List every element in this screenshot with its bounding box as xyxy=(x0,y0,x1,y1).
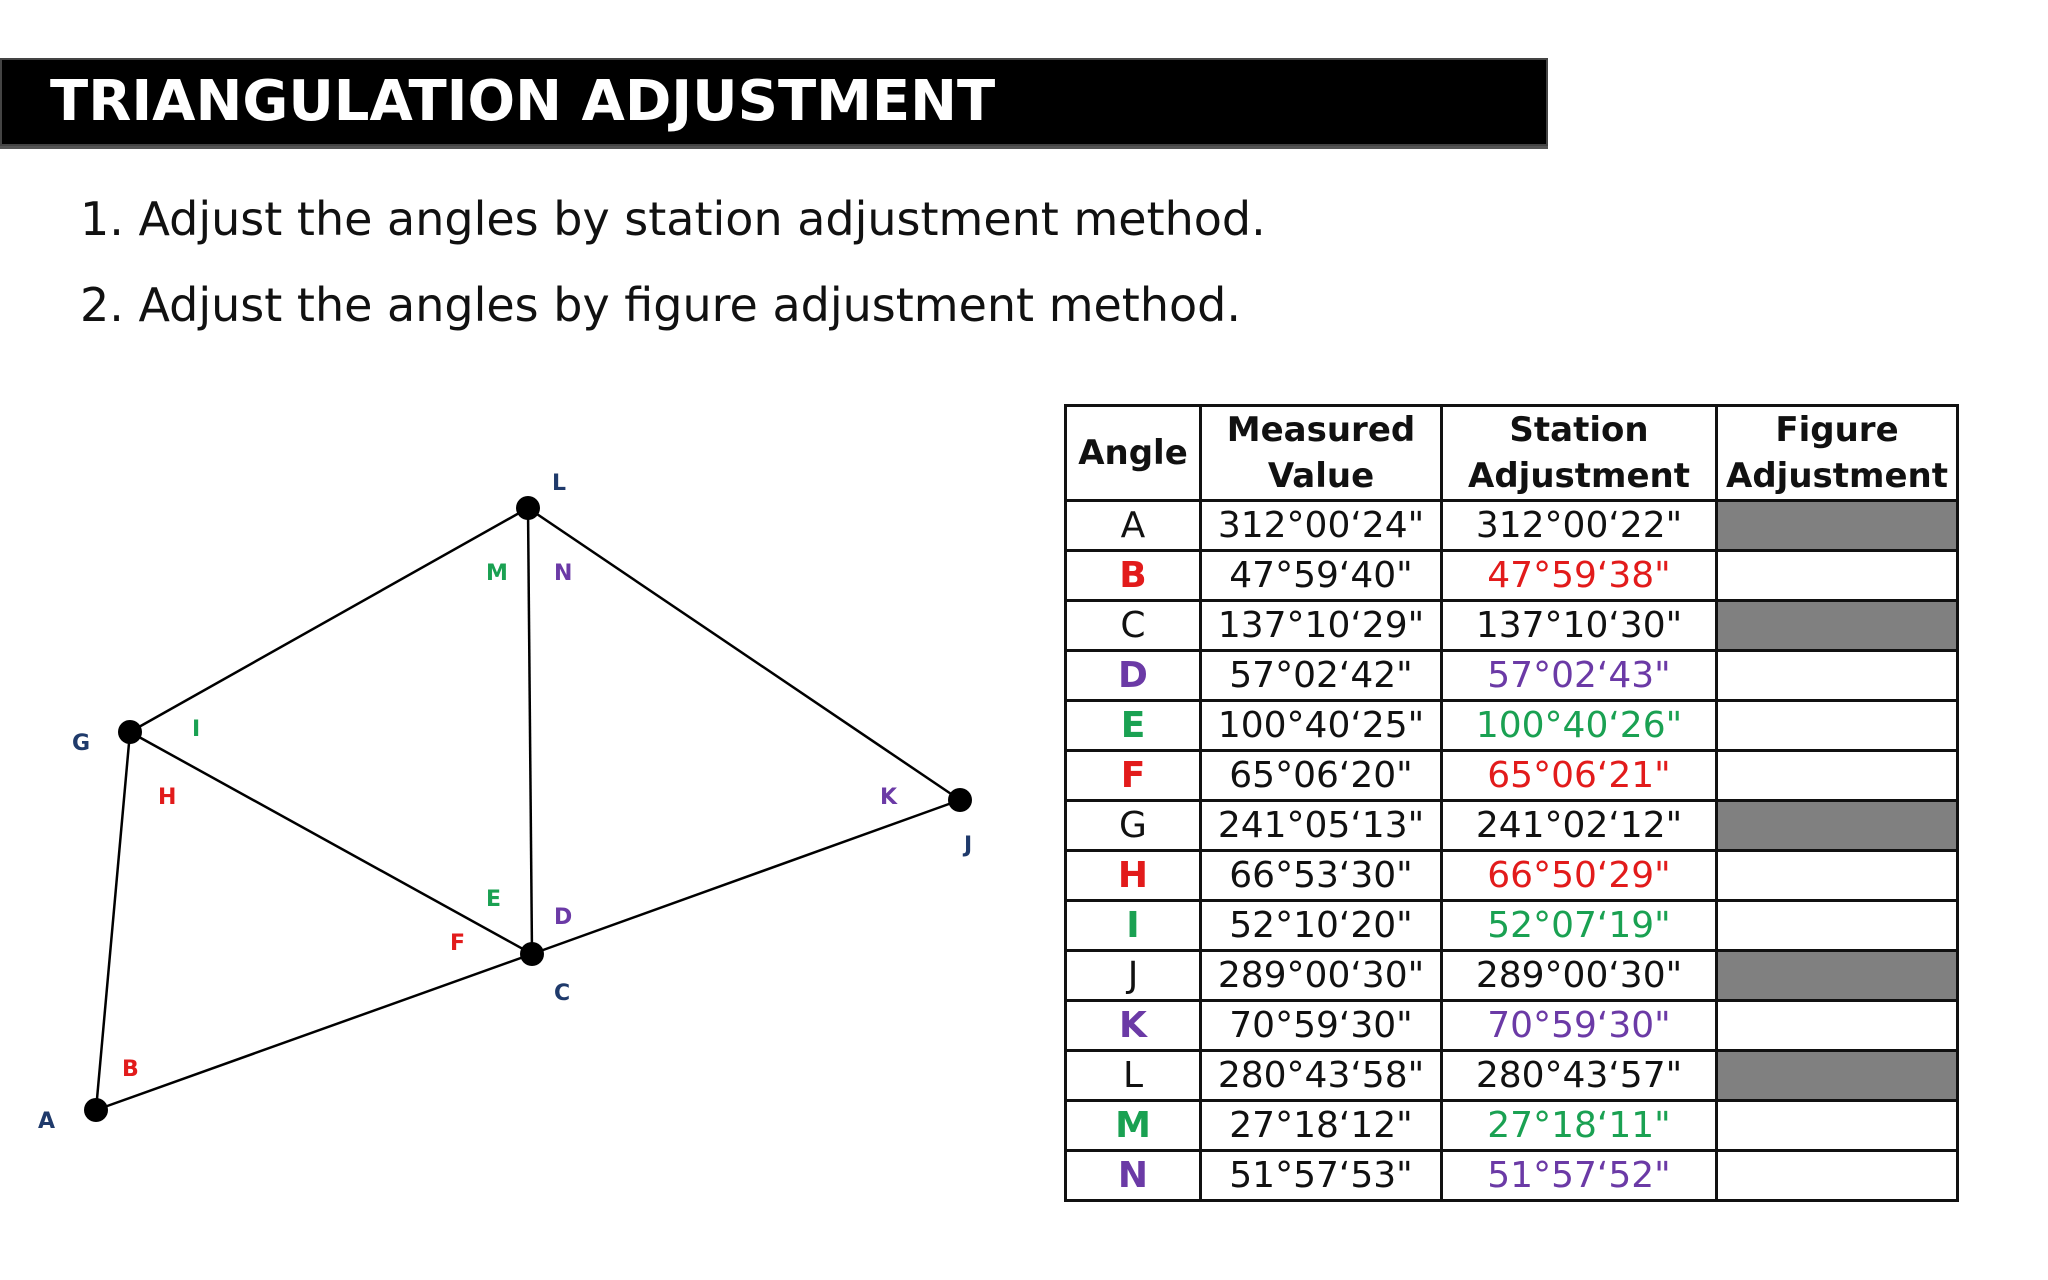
vertex-c xyxy=(520,942,544,966)
cell-station-adjustment: 57°02‘43" xyxy=(1442,651,1717,701)
table-row xyxy=(1066,551,1958,601)
cell-figure-adjustment xyxy=(1717,651,1958,701)
cell-station-adjustment: 65°06‘21" xyxy=(1442,751,1717,801)
table-row xyxy=(1066,851,1958,901)
vertex-label-a: A xyxy=(38,1109,56,1134)
cell-angle: E xyxy=(1066,701,1201,751)
table-row xyxy=(1066,1101,1958,1151)
table-row xyxy=(1066,1051,1958,1101)
edge-j-c xyxy=(532,800,960,954)
table-header-row xyxy=(1066,406,1958,501)
cell-station-adjustment: 289°00‘30" xyxy=(1442,951,1717,1001)
angle-label-k: K xyxy=(880,785,898,810)
cell-figure-adjustment xyxy=(1717,551,1958,601)
vertex-j xyxy=(948,788,972,812)
cell-figure-adjustment xyxy=(1717,951,1958,1001)
cell-station-adjustment: 280°43‘57" xyxy=(1442,1051,1717,1101)
cell-angle: I xyxy=(1066,901,1201,951)
angle-label-m: M xyxy=(486,561,508,586)
cell-angle: G xyxy=(1066,801,1201,851)
cell-figure-adjustment xyxy=(1717,601,1958,651)
cell-angle: F xyxy=(1066,751,1201,801)
vertex-g xyxy=(118,720,142,744)
header-figure-adjustment: Figure Adjustment xyxy=(1717,406,1958,501)
vertex-label-g: G xyxy=(72,731,91,756)
table-row xyxy=(1066,651,1958,701)
cell-figure-adjustment xyxy=(1717,1101,1958,1151)
instruction-item-1: 1. Adjust the angles by station adjustment method. xyxy=(80,192,1266,246)
cell-figure-adjustment xyxy=(1717,701,1958,751)
cell-measured-value: 47°59‘40" xyxy=(1201,551,1442,601)
cell-angle: H xyxy=(1066,851,1201,901)
cell-measured-value: 100°40‘25" xyxy=(1201,701,1442,751)
vertex-label-j: J xyxy=(964,833,973,858)
cell-angle: A xyxy=(1066,501,1201,551)
table-body xyxy=(1066,501,1958,1201)
angle-label-h: H xyxy=(158,785,177,810)
angle-label-e: E xyxy=(486,887,502,912)
instructions-list xyxy=(80,176,1266,348)
cell-station-adjustment: 241°02‘12" xyxy=(1442,801,1717,851)
angle-label-i: I xyxy=(192,717,201,742)
cell-measured-value: 57°02‘42" xyxy=(1201,651,1442,701)
title-bar xyxy=(0,58,1548,149)
cell-angle: L xyxy=(1066,1051,1201,1101)
cell-measured-value: 70°59‘30" xyxy=(1201,1001,1442,1051)
table-row xyxy=(1066,701,1958,751)
table-row xyxy=(1066,951,1958,1001)
cell-measured-value: 66°53‘30" xyxy=(1201,851,1442,901)
cell-station-adjustment: 70°59‘30" xyxy=(1442,1001,1717,1051)
cell-measured-value: 280°43‘58" xyxy=(1201,1051,1442,1101)
header-station-adjustment: Station Adjustment xyxy=(1442,406,1717,501)
cell-station-adjustment: 100°40‘26" xyxy=(1442,701,1717,751)
table-row xyxy=(1066,501,1958,551)
edge-g-c xyxy=(130,732,532,954)
cell-figure-adjustment xyxy=(1717,1001,1958,1051)
cell-measured-value: 52°10‘20" xyxy=(1201,901,1442,951)
vertex-a xyxy=(84,1098,108,1122)
cell-figure-adjustment xyxy=(1717,1051,1958,1101)
edge-g-a xyxy=(96,732,130,1110)
cell-station-adjustment: 51°57‘52" xyxy=(1442,1151,1717,1201)
cell-measured-value: 65°06‘20" xyxy=(1201,751,1442,801)
table-row xyxy=(1066,1151,1958,1201)
angle-label-d: D xyxy=(554,905,573,930)
cell-measured-value: 51°57‘53" xyxy=(1201,1151,1442,1201)
cell-station-adjustment: 27°18‘11" xyxy=(1442,1101,1717,1151)
cell-station-adjustment: 312°00‘22" xyxy=(1442,501,1717,551)
cell-measured-value: 312°00‘24" xyxy=(1201,501,1442,551)
cell-measured-value: 241°05‘13" xyxy=(1201,801,1442,851)
header-measured-value: Measured Value xyxy=(1201,406,1442,501)
table-row xyxy=(1066,751,1958,801)
vertex-label-c: C xyxy=(554,981,571,1006)
instruction-item-2: 2. Adjust the angles by figure adjustment method. xyxy=(80,278,1241,332)
cell-angle: C xyxy=(1066,601,1201,651)
cell-measured-value: 137°10‘29" xyxy=(1201,601,1442,651)
cell-figure-adjustment xyxy=(1717,751,1958,801)
cell-figure-adjustment xyxy=(1717,1151,1958,1201)
table-row xyxy=(1066,901,1958,951)
table-row xyxy=(1066,801,1958,851)
cell-angle: B xyxy=(1066,551,1201,601)
edge-l-j xyxy=(528,508,960,800)
cell-station-adjustment: 66°50‘29" xyxy=(1442,851,1717,901)
cell-angle: M xyxy=(1066,1101,1201,1151)
edge-l-c xyxy=(528,508,532,954)
cell-figure-adjustment xyxy=(1717,501,1958,551)
page-title: TRIANGULATION ADJUSTMENT xyxy=(50,69,996,134)
header-angle: Angle xyxy=(1066,406,1201,501)
cell-figure-adjustment xyxy=(1717,851,1958,901)
cell-station-adjustment: 137°10‘30" xyxy=(1442,601,1717,651)
vertex-l xyxy=(516,496,540,520)
angle-label-b: B xyxy=(122,1057,139,1082)
vertex-label-l: L xyxy=(552,471,567,496)
cell-measured-value: 289°00‘30" xyxy=(1201,951,1442,1001)
table-row xyxy=(1066,601,1958,651)
cell-angle: D xyxy=(1066,651,1201,701)
angle-label-n: N xyxy=(554,561,573,586)
edge-l-g xyxy=(130,508,528,732)
cell-figure-adjustment xyxy=(1717,901,1958,951)
angle-adjustment-table xyxy=(1064,404,1959,1202)
table-row xyxy=(1066,1001,1958,1051)
cell-station-adjustment: 47°59‘38" xyxy=(1442,551,1717,601)
cell-figure-adjustment xyxy=(1717,801,1958,851)
triangulation-diagram xyxy=(0,420,1000,1180)
cell-angle: N xyxy=(1066,1151,1201,1201)
cell-station-adjustment: 52°07‘19" xyxy=(1442,901,1717,951)
cell-angle: J xyxy=(1066,951,1201,1001)
angle-label-f: F xyxy=(450,931,466,956)
cell-measured-value: 27°18‘12" xyxy=(1201,1101,1442,1151)
edge-a-c xyxy=(96,954,532,1110)
cell-angle: K xyxy=(1066,1001,1201,1051)
